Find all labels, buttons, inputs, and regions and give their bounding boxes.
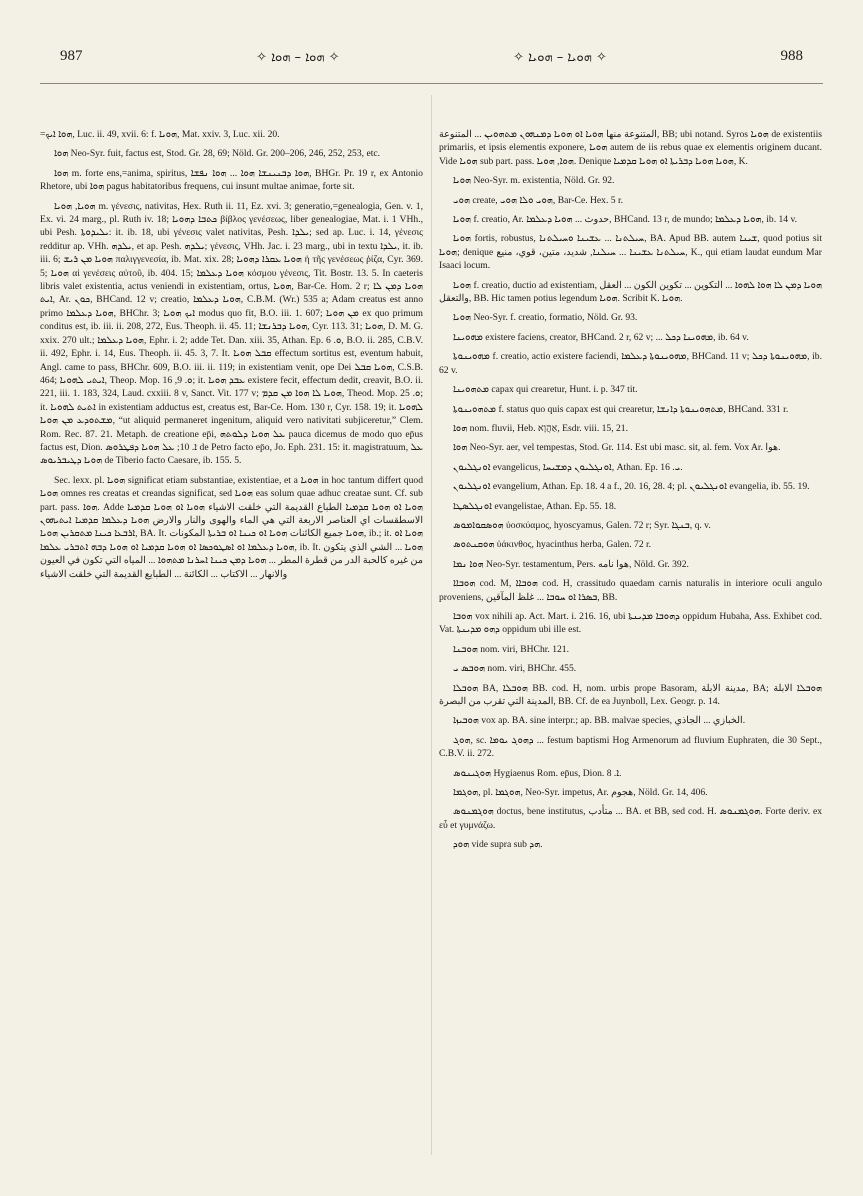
entry-paragraph: ܗܘܝ create, ܗܘܝ ܘܠܐ ܗܘܝ, Bar-Ce. Hex. 5 r. (453, 194, 624, 206)
entry-paragraph: ܗܘܓ, sc. ܕܗܘܓ ܝܘܡܐ ... festum baptismi Hog Armenorum ad fluvium Euphraten, die 30 Sept., C.B.V. ii. 272. (439, 734, 822, 760)
entry-paragraph: ܗܘܣܩܘܐܡܘܣ ὑοσκύαμος, hyoscyamus, Galen. 72 r; Syr. ܒܢܓܐ, q. v. (453, 519, 711, 531)
entry-paragraph: ܗܘܝܐ fortis, robustus, ܚܝܠܬܢܐ ... ܥܫܝܢܐ ܘܚܝܠܬܢܐ, BA. Apud BB. autem ܫܝܢܐ, quod potius sit ܗܘܝܐ; denique ܚܝܠܬܢܐ ܥܫܝܢܐ ... ܚܝܠܢܐ, شديد، متين، قوي، منيع, K., qui etiam laudat eundum Mar Isaaci locum. (439, 233, 822, 272)
right-running-head: ✧ ܗܘܝܐ – ܗܘܝܐ ✧ (513, 50, 607, 65)
entry-paragraph: ܗܘܐ ܢܡܐ Neo-Syr. testamentum, Pers. هوا نامه, Nöld. Gr. 392. (453, 558, 689, 570)
entry-paragraph: ܗܘܝܐ f. creatio, Ar. حدوث ... ܗܘܝܐ ܕܥܠܡܐ, BHCand. 13 r, de mundo; ܗܘܝܐ ܕܥܠܡܐ, ib. 14 v. (453, 214, 798, 226)
left-column (40, 128, 423, 858)
entry-paragraph: ܗܘܝܐ Neo-Syr. f. creatio, formatio, Nöld. Gr. 93. (453, 312, 638, 324)
entry-paragraph: ܗܘܝܐ Neo-Syr. m. existentia, Nöld. Gr. 92. (453, 175, 615, 187)
entry-paragraph: ܗܘܒܐ vox nihili ap. Act. Mart. i. 216. 16, ubi ܕܗܘܒܐ ܡܕܝܢܬܐ oppidum Hubaha, Ass. Exhibet cod. Vat. ܕܗܘ ܡܕܝܢܬܐ oppidum ubi ille est. (439, 610, 822, 636)
entry-paragraph: ܗܘܐ Neo-Syr. aer, vel tempestas, Stod. Gr. 114. Est ubi masc. sit, al. fem. Vox Ar. هوا. (453, 442, 781, 454)
right-column (439, 128, 822, 858)
entry-paragraph: ܡܗܘܝܢܘܬܐ f. creatio, actio existere faciendi, ܡܗܘܝܢܘܬܐ ܕܥܠܡܐ, BHCand. 11 v; ܡܗܘܝܢܘܬܐ ܕܟܠ, ib. 62 v. (439, 351, 822, 376)
page-header (40, 40, 823, 84)
entry-paragraph: ܗܘܝܐ f. creatio, ductio ad existentiam, ܗܘܝܐ ܕܡܢ ܠܐ ܗܘܐ ܠܗܘܐ ... التكوين ... تكوين الكون ... العقل والتعقل, BB. Hic tamen potius legendum ܗܘܝܐ. Scribit K. ܗܘܝܐ. (439, 279, 822, 305)
left-running-head: ✧ ܗܘܐ – ܗܘܐ ✧ (256, 50, 340, 65)
entry-paragraph: ܡܬܗܘܝܢܘܬܐ f. status quo quis capax est qui crearetur, ܡܬܗܘܝܢܘܬܐ ܕܐܢܫܐ, BHCand. 331 r. (453, 403, 789, 415)
entry-paragraph: ܗܘܓܡܢܘܣ doctus, bene institutus, متأدب ... BA. et BB, sed cod. H. ܗܘܓܡܢܘܣ. Forte deriv. ex εὖ et γυμνάζω. (439, 806, 822, 831)
entry-paragraph: ܗܘܒܐܐ cod. M, ܗܘܒܐܐ cod. H, crassitudo quaedam carnis naturalis in interiore oculi angulo proveniens, ܒܣܪܐ ܐܘ ܚܘܒܐ ... غلظ المآقين, BB. (439, 578, 823, 603)
entry-paragraph: =ܗܘܐ ܐܝܟ, Luc. ii. 49, xvii. 6: f. ܗܘܝܐ, Mat. xxiv. 3, Luc. xii. 20. (40, 129, 280, 140)
entry-paragraph: ܗܘܐ m. forte ens,=anima, spiritus, ܗܘܐ ܕܒܢܝܢܫܐ ܗܘܐ ... ܗܘܐ ܢܦܫܐ, BHGr. Pr. 19 r, ex Antonio Rhetore, ubi ܗܘܐ pagus habitatoribus frequens, cui insunt multae animae, forte sit. (40, 167, 423, 193)
entry-paragraph: ܗܘܝܐ, ܗܘܝܐ m. γένεσις, nativitas, Hex. Ruth ii. 11, Ez. xvi. 3; generatio,=genealogia, Gen. v. 1, Ex. vi. 24 marg., pl. Ruth iv. 18; ܟܬܒܐ ܕܗܘܝܐ βίβλος γενέσεως, liber genealogiae, Mat. i. 1 VHh., ubi Pesh. ܝܠܝܕܘܬܐ: it. ib. 18, ubi γένεσις valet nativitas, Pesh. ܝܠܕܐ; sed ap. Luc. i. 14, γένεσις redditur ap. VHh. ܝܠܕܗ, et ap. Pesh. ܝܠܕܗ; γένεσις, VHh. Jac. i. 23 marg., ubi in textu ܝܠܕܐ, it. ib. iii. 6; ܗܘܝܐ ܡܢ ܪܝܫ παλιγγενεσία, ib. Mat. xix. 28; ܗܘܝܐ ܥܩܪܐ ܕܗܘܝܐ ἡ τῆς γενέσεως ῥίζα, Cyr. 369. 5; ܗܘܝܐ αἱ γενέσεις αὐτοῦ, ib. 404. 15; ܗܘܝܐ ܕܥܠܡܐ κόσμου γένεσις, Tit. Bostr. 13. 5. In caeteris libris valet existentia, actus veniendi in existentiam, ortus, ܗܘܝܐ, Bar-Ce. Hom. 2 r; ܗܘܝܐ ܕܡܢ ܠܐ ܐܝܬ, Ar. ܟܘܢ, BHCand. 12 v; creatio, ܗܘܝܐ ܕܥܠܡܐ, C.B.M. (Wr.) 535 a; Adam creatus est anno primo ܗܘܝܐ ܕܥܠܡܐ, BHChr. 3; ܐܝܟ ܗܘܝܐ modus quo fit, B.O. iii. 1. 607; ܡܢ ܗܘܝܐ ex quo primum conditus est, ib. iii. ii. 208, 272, Eus. Theoph. ii. 45. 11; ܗܘܝܐ ܕܒܪܢܫܐ, Cyr. 113. 31; ܗܘܝܐ, D. M. G. xxix. 270 ult.; ܗܘܝܐ ܕܥܠܡܐ, Ephr. i. 2; adde Tet. Dan. xiii. 35, Athan. Ep. ܘ. 6, B.O. ii. 285, C.B.V. ii. 492, Ephr. i. 14, Eus. Theoph. ii. 45. 3, 7. It. ܩܒܠ ܗܘܝܐ effectum sortitus est, eventum habuit, Angl. came to pass, BHChr. 609, B.O. iii. ii. 119; in existentiam venit, ope Dei ܗܘܝܐ ܩܒܠ, C.S.B. 464; ܐܝܬܝ ܠܗܘܝܐ, Theop. Mop. ܘ. 9, 16; it. ܥܒܕ ܗܘܝܐ existere fecit, effectum dedit, creavit, B.O. ii. 221, iii. 1. 183, 324, Laud. cxxiii. 8 v, Sanct. Vit. 177 v; ܗܘܝܐ ܠܐ ܗܘܐ ܡܢ ܩܕܡ, Theod. Mop. ܘ. 25; it. ܐܬܝܬ ܠܗܘܝܐ in existentiam adductus est, creatus est, Bar-Ce. Hom. 130 r, Cyr. 158. 19; it. ܠܗܘܝܐ ܡܫܬܘܕܥ ܡܢ ܗܘܝܐ, “ut aliquid permaneret ingenitum, aliquid vero nativitati subjiceretur,” Clem. Rom. Rec. 87. 21. Metaph. de creatione ep̄i, ܥܠ ܗܘܝܐ ܕܠܘܬܗ pauca dicemus de modo quo ep̄us factus est, Dion. ܐ. 10; ܥܠ ܗܘܝܐ ܕܦܛܪܘܣ de Petro facto ep̄o, Jo. Eph. 231. 15: it. magistratuum, ܥܠ ܗܘܝܐ ܕܛܝܒܪܝܘܣ de Tiberio facto Caesare, ib. 155. 5. (40, 200, 424, 467)
entry-paragraph: ܐܘܢܓܠܝܘܢ evangelicus, ܐܘܢܓܠܝܘܢ ܕܡܫܝܚܐ, Athan. Ep. ܝ. 16. (453, 461, 683, 473)
left-page-number: 987 (60, 48, 83, 64)
entry-paragraph: ܗܘܒܢܐ nom. viri, BHChr. 121. (453, 643, 569, 655)
entry-paragraph: ܡܗܘܝܢܐ existere faciens, creator, BHCand. 2 r, 62 v; ... ܡܗܘܝܢܐ ܕܟܠ, ib. 64 v. (453, 331, 749, 343)
entry-paragraph: المتنوعة منها ܗܘܝܐ ܐܘ ܗܘܝܐ ܕܡܢܗܘܢ ܡܬܗܘܝܢ ... المتنوعة, BB; ubi notand. Syros ܗܘܝܐ de existentiis primariis, et ipsis elementis exponere, ܗܘܝܐ autem de iis rebus quae ex elementis originem ducant. Vide ܗܘܝܐ sub part. pass. ܗܘܐ, ܗܘܝܐ. Denique ܗܘܝܐ ܗܘܝܐ ܕܒܪܝܬܐ ܐܘ ܗܘܝܐ ܩܕܡܝܐ, K. (439, 129, 822, 167)
entry-paragraph: ܗܘܓܝܢܘܣ Hygiaenus Rom. ep̄us, Dion. ܐ. 8. (453, 767, 622, 779)
entry-paragraph: Sec. lexx. pl. ܗܘܝܐ significat etiam substantiae, existentiae, et a ܗܘܝܐ in hoc tantum differt quod ܗܘܝܐ omnes res creatas et creandas significat, sed ܗܘܝܐ eas solum quae adhuc creatae sunt. Cf. sub part. pass. ܗܘܐ. Adde ܗܘܝܐ ܐܘ ܗܘܝܐ ܩܕܡܝܐ الطباع القديمة التي خلقت الاشياء ܗܘܝܐ ܐܘ ܗܘܝܐ ܩܕܡܝܐ الاسطقسات اي العناصر الاربعة التي هي الماء والهوى والنار والارض ܗܘܝܐ ܕܥܠܡܐ ܩܕܡܝܐ ܐܝܬܝܗܘܢ ܐܪܒܥܐ ܟܝܢܐ ܡܬܩܪܝܢ ܗܘܝܐ, BA. It. ܗܘܝܐ جميع الكائنات ܗܘܝܐ ܐܘ ܟܝܢܐ ܐܘ ܒܪܝܬܐ المكونات, ib.; it. ܗܘܝܐ ܐܘ ܗܘܝܐ ܕܥܠܡܐ ܐܘ ܐܣܛܘܟܣܐ ܐܘ ܗܘܝܐ ܩܕܡܝܐ ܐܘ ܗܘܝܐ ܕܒܗ ܐܬܒܪܝ ܥܠܡܐ, ib. It. ܗܘܝܐ ... الشي الذي يتكون من غيره كالحبة الدر من قطرة المطر ... ܗܘܝܐ ܕܡܢ ܟܝܢܐ ܐܚܪܢܐ ܡܬܗܘܐ ... المياه التي تكون في العيون والانهار ... الاكتاب ... الكائنة ... الطبايع القديمة التي خلقت الاشياء (40, 474, 424, 580)
entry-paragraph: ܗܘܩܢܬܘܣ ὑάκινθος, hyacinthus herba, Galen. 72 r. (453, 539, 652, 551)
entry-paragraph: ܗܘܒܠܐ BA, ܗܘܒܠܐ BB. cod. H, nom. urbis prope Basoram, مدينة الابلة, BA; ܗܘܒܠܐ الابلة المدينة التي تقرب من البصرة, BB. Cf. de ea Juynboll, Lex. Geogr. p. 14. (439, 682, 822, 707)
entry-paragraph: ܡܬܗܘܝܢܐ capax qui crearetur, Hunt. i. p. 347 tit. (453, 384, 638, 396)
entry-paragraph: ܐܘܢܓܠܣܛܐ evangelistae, Athan. Ep. 55. 18. (453, 500, 617, 512)
entry-paragraph: ܗܘܒܣ ܝ nom. viri, BHChr. 455. (453, 663, 577, 675)
right-page-number: 988 (780, 48, 803, 64)
entry-paragraph: ܗܘܓܡܐ, pl. ܗܘܓܡܐ, Neo-Syr. impetus, Ar. هجوم, Nöld. Gr. 14, 406. (453, 787, 708, 799)
entry-paragraph: ܗܘܕ vide supra sub ܗܕ. (453, 839, 543, 851)
column-divider (431, 95, 432, 1155)
entry-paragraph: ܗܘܒܝܙܐ vox ap. BA. sine interpr.; ap. BB. malvae species, الخبازي ... الجاذي. (453, 715, 746, 727)
entry-paragraph: ܗܘܐ Neo-Syr. fuit, factus est, Stod. Gr. 28, 69; Nöld. Gr. 200–206, 246, 252, 253, etc. (54, 148, 381, 160)
entry-paragraph: ܐܘܢܓܠܝܘܢ evangelium, Athan. Ep. 18. 4 a f., 20. 16, 28. 4; pl. ܐܘܢܓܠܝܘܢ evangelia, ib. 55. 19. (453, 481, 810, 493)
entry-paragraph: ܗܘܐ nom. fluvii, Heb. אַהֲוָא, Esdr. viii. 15, 21. (453, 422, 628, 434)
